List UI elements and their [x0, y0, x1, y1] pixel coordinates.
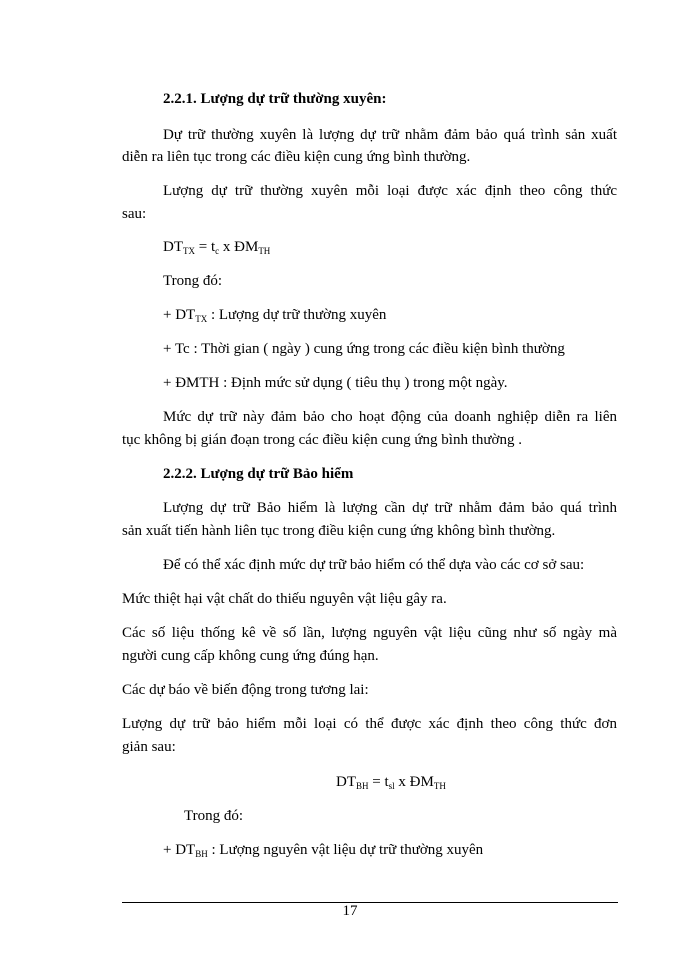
- paragraph-9-line-2: giản sau:: [122, 739, 176, 755]
- formula-dt-bh-lhs-sub: BH: [356, 781, 369, 791]
- formula-dt-bh-t-sub: sl: [388, 781, 395, 791]
- definition-tc: + Tc : Thời gian ( ngày ) cung ứng trong các điều kiện bình thường: [163, 341, 565, 357]
- definition-dt-tx: [163, 306, 386, 328]
- paragraph-5: Để có thể xác định mức dự trữ bảo hiểm có thể dựa vào các cơ sở sau:: [163, 557, 585, 573]
- paragraph-3-line-2: tục không bị gián đoạn trong các điều kiện cung ứng bình thường .: [122, 432, 522, 448]
- paragraph-9-line-1: Lượng dự trữ bảo hiểm mỗi loại có thể được xác định theo công thức đơn: [122, 716, 617, 732]
- formula-dt-bh-lhs: DT: [336, 774, 356, 790]
- paragraph-7-line-1: Các số liệu thống kê về số lần, lượng nguyên vật liệu cũng như số ngày mà: [122, 625, 617, 641]
- paragraph-4-line-2: sản xuất tiến hành liên tục trong điều kiện cung ứng không bình thường.: [122, 523, 556, 539]
- where-label-1: Trong đó:: [163, 273, 223, 289]
- definition-dt-bh-prefix: + DT: [163, 842, 196, 858]
- formula-dt-tx-rhs-sub: TH: [258, 246, 271, 256]
- where-label-2: Trong đó:: [184, 808, 244, 824]
- definition-dmth: + ĐMTH : Định mức sử dụng ( tiêu thụ ) trong một ngày.: [163, 375, 508, 391]
- definition-dt-bh-text: : Lượng nguyên vật liệu dự trữ thường xuyên: [207, 842, 484, 858]
- formula-dt-tx-mid1: = t: [195, 239, 216, 255]
- paragraph-1-line-1: Dự trữ thường xuyên là lượng dự trữ nhằm đảm bảo quá trình sản xuất: [163, 127, 617, 143]
- paragraph-3-line-1: Mức dự trữ này đảm bảo cho hoạt động của doanh nghiệp diễn ra liên: [163, 409, 617, 425]
- definition-dt-bh-sub: BH: [195, 849, 208, 859]
- paragraph-1-line-2: diễn ra liên tục trong các điều kiện cung ứng bình thường.: [122, 149, 471, 165]
- page-number: 17: [342, 903, 358, 919]
- paragraph-8: Các dự báo về biến động trong tương lai:: [122, 682, 369, 698]
- formula-dt-bh-rhs-sub: TH: [433, 781, 446, 791]
- section-heading-2-2-2: 2.2.2. Lượng dự trữ Bảo hiểm: [163, 466, 354, 482]
- formula-dt-tx-mid2: x ĐM: [219, 239, 259, 255]
- paragraph-6: Mức thiệt hại vật chất do thiếu nguyên vật liệu gây ra.: [122, 591, 447, 607]
- formula-dt-bh-mid1: = t: [368, 774, 389, 790]
- formula-dt-tx-t-sub: c: [215, 246, 220, 256]
- formula-dt-tx-lhs: DT: [163, 239, 183, 255]
- definition-dt-tx-prefix: + DT: [163, 307, 196, 323]
- section-heading-2-2-1: 2.2.1. Lượng dự trữ thường xuyên:: [163, 91, 387, 107]
- paragraph-4-line-1: Lượng dự trữ Bảo hiểm là lượng cần dự trữ nhằm đảm bảo quá trình: [163, 500, 617, 516]
- paragraph-2-line-1: Lượng dự trữ thường xuyên mỗi loại được xác định theo công thức: [163, 183, 617, 199]
- paragraph-2-line-2: sau:: [122, 206, 147, 222]
- paragraph-7-line-2: người cung cấp không cung ứng đúng hạn.: [122, 648, 379, 664]
- definition-dt-tx-sub: TX: [195, 314, 208, 324]
- formula-dt-bh: [336, 773, 446, 795]
- formula-dt-tx-lhs-sub: TX: [183, 246, 195, 256]
- formula-dt-bh-mid2: x ĐM: [394, 774, 434, 790]
- formula-dt-tx: [163, 238, 270, 260]
- definition-dt-tx-text: : Lượng dự trữ thường xuyên: [207, 307, 387, 323]
- definition-dt-bh: [163, 841, 483, 863]
